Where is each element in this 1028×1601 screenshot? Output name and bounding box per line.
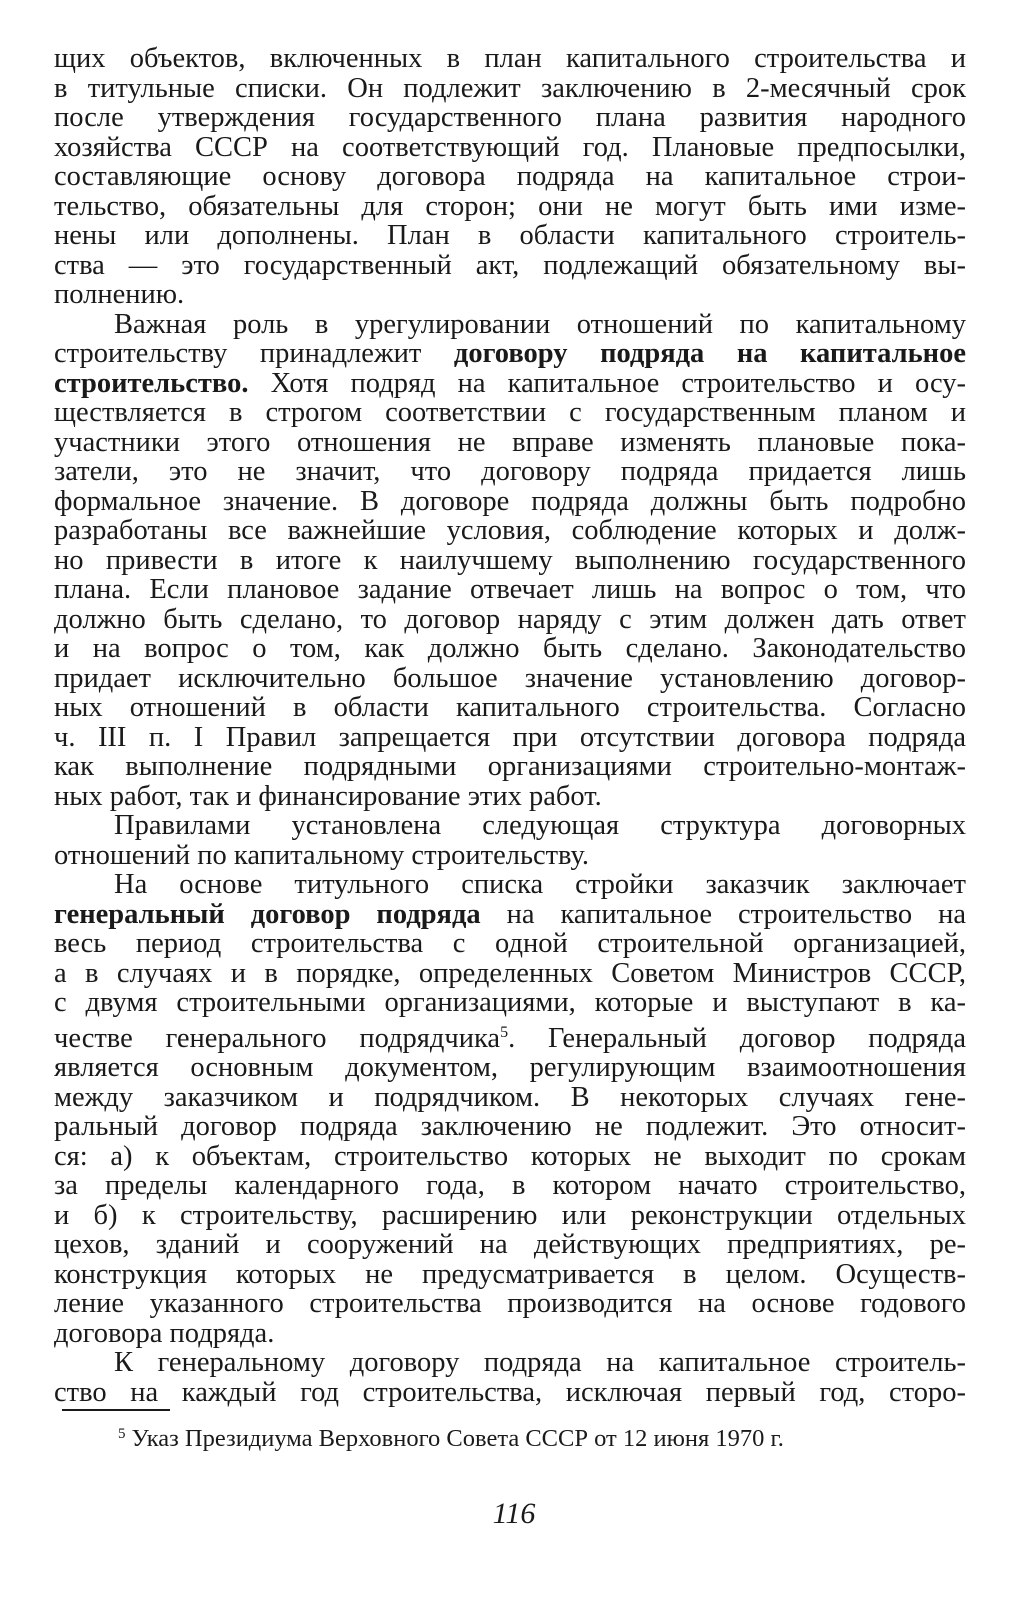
text-line: а в случаях и в порядке, определенных Советом Министров СССР, <box>54 957 966 989</box>
text-line: участники этого отношения не вправе изменять плановые пока- <box>54 426 966 458</box>
paragraph-3 <box>54 811 966 870</box>
text-line <box>54 900 966 930</box>
text-line: должно быть сделано, то договор наряду с этим должен дать ответ <box>54 603 966 635</box>
text-line: придает исключительно большое значение установлению договор- <box>54 662 966 694</box>
text-run: Хотя подряд на капитальное строительство и осу- <box>248 367 966 399</box>
text-line: и на вопрос о том, как должно быть сделано. Законодательство <box>54 633 966 664</box>
paragraph-5 <box>54 1348 966 1407</box>
text-line: На основе титульного списка стройки заказчик заключает <box>114 869 966 900</box>
text-line: ществляется в строгом соответствии с государственным планом и <box>54 397 966 428</box>
paragraph-2 <box>54 310 966 812</box>
text-run: на капитальное строительство на <box>480 898 966 930</box>
text-line <box>54 339 966 369</box>
footnote-divider <box>62 1409 170 1411</box>
text-line: щих объектов, включенных в план капитального строительства и <box>54 43 966 74</box>
text-line: ч. III п. I Правил запрещается при отсутствии договора подряда <box>54 721 966 753</box>
text-line: ральный договор подряда заключению не подлежит. Это относит- <box>54 1111 966 1142</box>
text-line <box>54 369 966 399</box>
page-body <box>54 44 966 1407</box>
text-line: после утверждения государственного плана развития народного <box>54 102 966 133</box>
text-line: хозяйства СССР на соответствующий год. Плановые предпосылки, <box>54 131 966 163</box>
text-line: как выполнение подрядными организациями строительно-монтаж- <box>54 751 966 782</box>
text-run: честве генерального подрядчика <box>54 1022 501 1054</box>
text-line: ных работ, так и финансирование этих работ. <box>54 780 602 812</box>
text-line: разработаны все важнейшие условия, соблюдение которых и долж- <box>54 515 966 546</box>
text-line: но привести в итоге к наилучшему выполнению государственного <box>54 544 966 576</box>
text-line: ление указанного строительства производится на основе годового <box>54 1288 966 1319</box>
text-line: затели, это не значит, что договору подряда придается лишь <box>54 456 966 487</box>
text-line: ся: а) к объектам, строительство которых не выходит по срокам <box>54 1140 966 1172</box>
text-line: ных отношений в области капитального строительства. Согласно <box>54 692 966 723</box>
footnote-mark: 5 <box>118 1426 126 1442</box>
bold-term: генеральный договор подряда <box>54 898 481 930</box>
text-line: в титульные списки. Он подлежит заключению в 2-месячный срок <box>54 72 966 104</box>
text-line: отношений по капитальному строительству. <box>54 839 590 871</box>
text-line: конструкция которых не предусматривается в целом. Осуществ- <box>54 1258 966 1290</box>
footnote-reference[interactable]: 5 <box>500 1023 509 1041</box>
text-line: плана. Если плановое задание отвечает лишь на вопрос о том, что <box>54 574 966 605</box>
text-line: является основным документом, регулирующим взаимоотношения <box>54 1052 966 1083</box>
text-line: цехов, зданий и сооружений на действующих предприятиях, ре- <box>54 1229 966 1260</box>
text-line: Правилами установлена следующая структура договорных <box>114 810 966 841</box>
footnote-text: Указ Президиума Верховного Совета СССР от 12 июня 1970 г. <box>131 1425 784 1452</box>
text-line: К генеральному договору подряда на капитальное строитель- <box>114 1347 966 1378</box>
text-line: весь период строительства с одной строительной организацией, <box>54 928 966 959</box>
text-run: . Генеральный договор подряда <box>508 1022 966 1054</box>
text-line: ства — это государственный акт, подлежащий обязательному вы- <box>54 249 966 281</box>
bold-term: строительство. <box>54 367 249 399</box>
page-number: 116 <box>492 1497 536 1530</box>
bold-term: договору подряда на капитальное <box>453 338 966 369</box>
paragraph-1 <box>54 44 966 310</box>
text-line: и б) к строительству, расширению или реконструкции отдельных <box>54 1199 966 1231</box>
text-line <box>54 1018 966 1054</box>
text-line: договора подряда. <box>54 1317 275 1349</box>
text-run: строительству принадлежит <box>54 338 454 369</box>
footnote <box>118 1425 784 1453</box>
text-line: нены или дополнены. План в области капитального строитель- <box>54 220 966 251</box>
text-line: формальное значение. В договоре подряда должны быть подробно <box>54 485 966 517</box>
text-line: между заказчиком и подрядчиком. В некоторых случаях гене- <box>54 1081 966 1113</box>
text-line: ство на каждый год строительства, исключая первый год, сторо- <box>54 1376 966 1408</box>
paragraph-4 <box>54 870 966 1348</box>
text-line: с двумя строительными организациями, которые и выступают в ка- <box>54 987 966 1018</box>
text-line: тельство, обязательны для сторон; они не могут быть ими изме- <box>54 190 966 222</box>
text-line: за пределы календарного года, в котором начато строительство, <box>54 1170 966 1201</box>
text-line: полнению. <box>54 279 185 310</box>
text-line: составляющие основу договора подряда на капитальное строи- <box>54 161 966 192</box>
text-line: Важная роль в урегулировании отношений по капитальному <box>114 308 966 340</box>
